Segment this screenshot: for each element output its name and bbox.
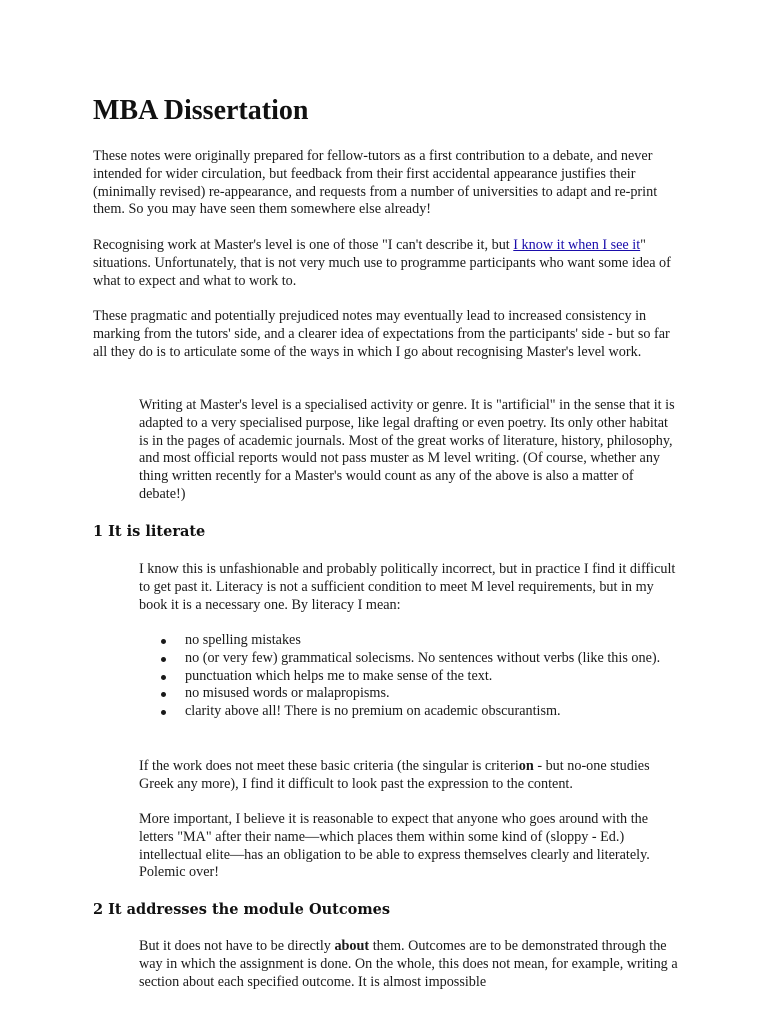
know-it-when-i-see-it-link[interactable]: I know it when I see it	[513, 237, 641, 253]
list-item: punctuation which helps me to make sense of the text.	[139, 668, 679, 686]
page-title: MBA Dissertation	[93, 95, 309, 126]
section-2-text-after: them. Outcomes are to be demonstrated through the way in which the assignment is done. On the whole, this does not mean, for example, writing a section about each specified outcome. It is almost impossible	[139, 938, 678, 990]
literacy-criteria-list	[139, 632, 679, 721]
list-item: no misused words or malapropisms.	[139, 685, 679, 703]
section-2-bold-text: about	[334, 938, 370, 954]
para-2-text-after: - but no-one studies Greek any more), I find it difficult to look past the expression to the content.	[139, 758, 650, 792]
section-1-paragraph-3: More important, I believe it is reasonable to expect that anyone who goes around with the letters "MA" after their name—which places them within some kind of (sloppy - Ed.) intellectual elite—has an obligation to be able to express themselves clearly and literately. Polemic over!	[139, 811, 650, 881]
section-2-text-before: But it does not have to be directly	[139, 938, 335, 954]
section-heading-outcomes: 2 It addresses the module Outcomes	[93, 901, 391, 918]
section-heading-literate: 1 It is literate	[93, 523, 206, 540]
list-item: no (or very few) grammatical solecisms. No sentences without verbs (like this one).	[139, 650, 679, 668]
intro-paragraph-3: These pragmatic and potentially prejudiced notes may eventually lead to increased consistency in marking from the tutors' side, and a clearer idea of expectations from the participants' side - but so far all they do is to articulate some of the ways in which I go about recognising Master's level work.	[93, 308, 670, 360]
section-1-paragraph-2	[139, 758, 679, 794]
intro-2-text-before: Recognising work at Master's level is one of those "I can't describe it, but	[93, 237, 514, 253]
section-2-paragraph-1	[139, 938, 679, 991]
intro-paragraph-2	[93, 237, 673, 290]
intro-2-text-after: " situations. Unfortunately, that is not very much use to programme participants who want some idea of what to expect and what to work to.	[93, 237, 671, 289]
list-item: no spelling mistakes	[139, 632, 679, 650]
list-item: clarity above all! There is no premium on academic obscurantism.	[139, 703, 679, 721]
intro-paragraph-1: These notes were originally prepared for fellow-tutors as a first contribution to a debate, and never intended for wider circulation, but feedback from their first accidental appearance justifies their (minimally revised) re-appearance, and requests from a number of universities to adapt and re-print them. So you may have seen them somewhere else already!	[93, 148, 658, 218]
quote-paragraph: Writing at Master's level is a specialised activity or genre. It is "artificial" in the sense that it is adapted to a very specialised purpose, like legal drafting or even poetry. Its only other habitat is in the pages of academic journals. Most of the great works of literature, history, philosophy, and most official reports would not pass muster as M level writing. (Of course, whether any thing written recently for a Master's would count as any of the above is also a matter of debate!)	[139, 397, 675, 502]
para-2-bold-text: on	[518, 758, 534, 774]
para-2-text-before: If the work does not meet these basic criteria (the singular is criteri	[139, 758, 519, 774]
section-1-paragraph-1: I know this is unfashionable and probably politically incorrect, but in practice I find it difficult to get past it. Literacy is not a sufficient condition to meet M level requirements, but in my book it is a necessary one. By literacy I mean:	[139, 561, 676, 613]
